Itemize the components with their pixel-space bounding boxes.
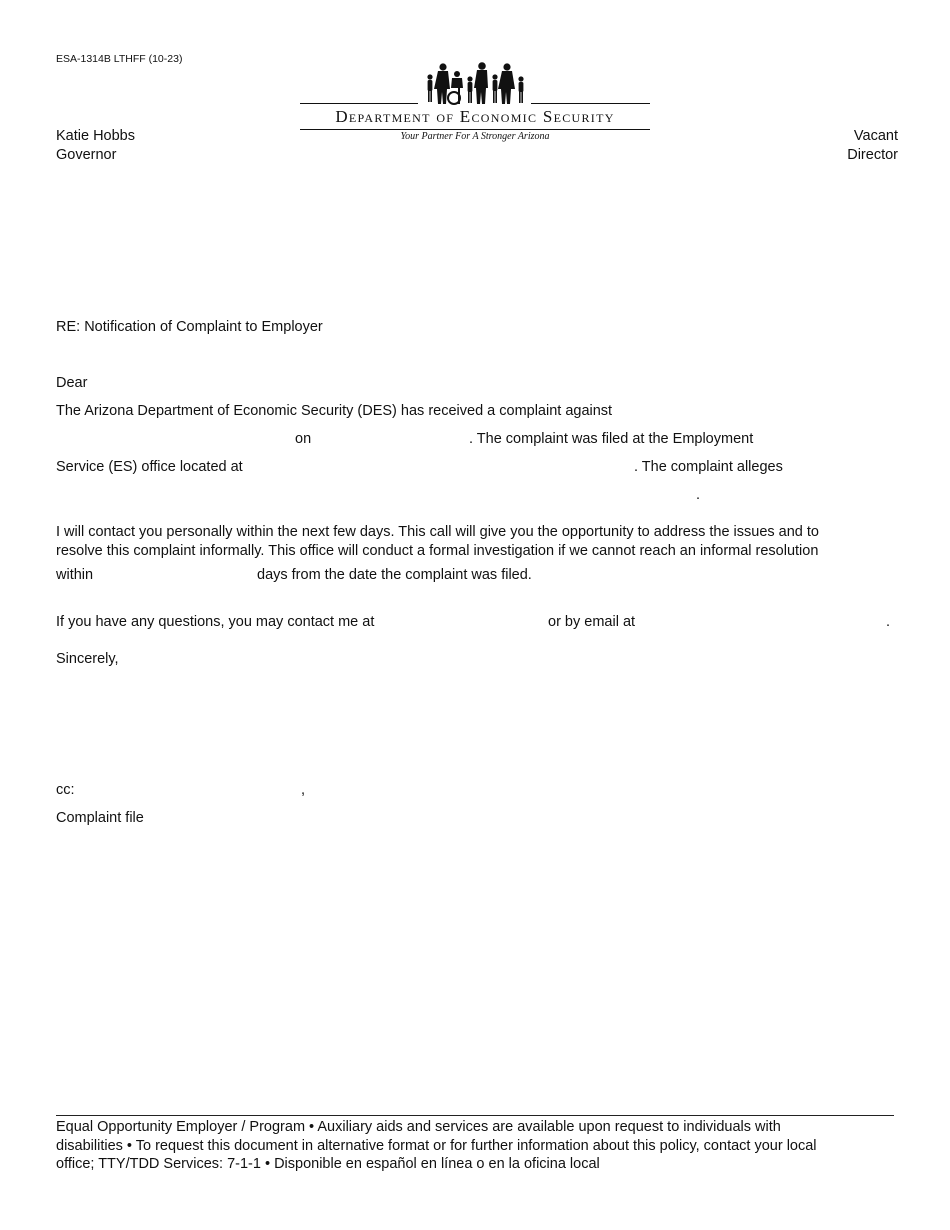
p1-on: on [295, 431, 312, 447]
logo-title: Department of Economic Security [335, 107, 615, 126]
director-name: Vacant [853, 128, 898, 144]
p3-email: or by email at [548, 614, 636, 630]
p2-line2: resolve this complaint informally. This office will conduct a formal investigation if we cannot reach an informal resolution [56, 543, 819, 559]
logo-tagline: Your Partner For A Stronger Arizona [400, 131, 550, 142]
director-title: Director [847, 147, 898, 163]
p1-line1: The Arizona Department of Economic Security (DES) has received a complaint against [56, 403, 613, 419]
complaint-file: Complaint file [56, 810, 144, 826]
governor-title: Governor [56, 147, 117, 163]
des-logo [300, 62, 650, 146]
p2-days: days from the date the complaint was filed. [257, 567, 532, 583]
p1-alleges: . The complaint alleges [634, 459, 783, 475]
footer-divider [56, 1115, 894, 1116]
logo-line-left [300, 103, 418, 104]
family-figures-icon [418, 62, 532, 106]
cc-label: cc: [56, 782, 75, 798]
footer-line2: disabilities • To request this document in alternative format or for further information about this policy, contact your local [56, 1137, 817, 1154]
cc-comma: , [301, 782, 306, 798]
form-id: ESA-1314B LTHFF (10-23) [56, 53, 183, 65]
footer-line3: office; TTY/TDD Services: 7-1-1 • Disponible en español en línea o en la oficina local [56, 1156, 600, 1172]
p2-line1: I will contact you personally within the next few days. This call will give you the opportunity to address the issues and to [56, 524, 819, 540]
p3-contact: If you have any questions, you may contact me at [56, 614, 375, 630]
re-line: RE: Notification of Complaint to Employer [56, 319, 323, 335]
p3-period: . [886, 614, 891, 630]
p2-within: within [56, 567, 94, 583]
salutation: Dear [56, 375, 88, 391]
closing: Sincerely, [56, 651, 119, 667]
p1-period: . [696, 487, 701, 503]
logo-rule [300, 129, 650, 130]
logo-line-right [531, 103, 650, 104]
governor-name: Katie Hobbs [56, 128, 135, 144]
p1-service: Service (ES) office located at [56, 459, 243, 475]
footer-notice [56, 1118, 896, 1174]
p1-filed: . The complaint was filed at the Employment [469, 431, 754, 447]
footer-line1: Equal Opportunity Employer / Program • Auxiliary aids and services are available upon request to individuals with [56, 1119, 781, 1135]
